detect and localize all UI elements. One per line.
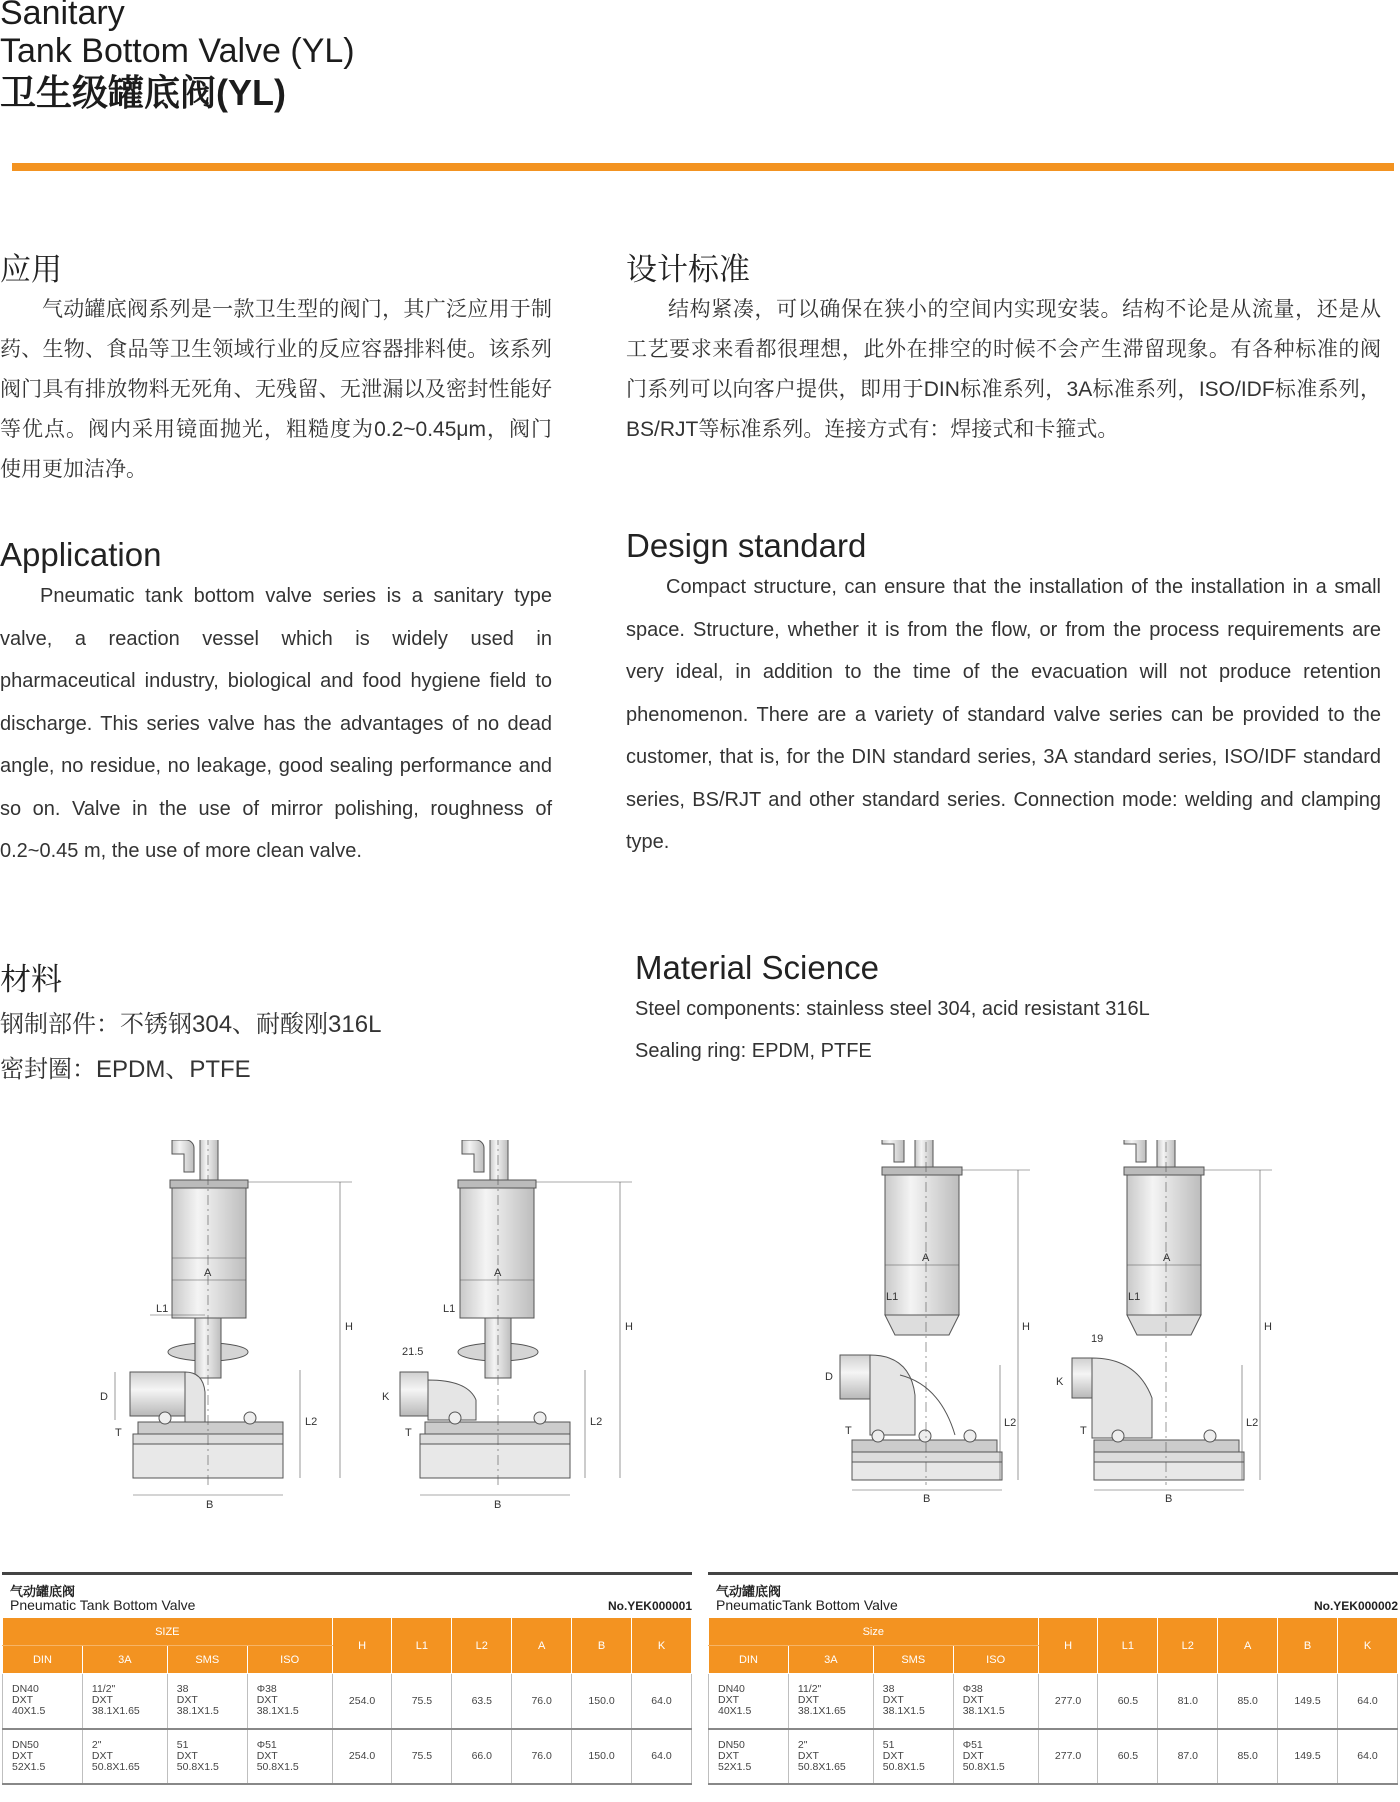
table-row: [3, 1674, 692, 1729]
cell-l1: 60.5: [1098, 1729, 1158, 1784]
title-line-2: Tank Bottom Valve (YL): [0, 32, 355, 70]
cell-l2: 63.5: [452, 1674, 512, 1729]
label-21-5: 21.5: [402, 1346, 424, 1358]
material-en-heading: Material Science: [635, 949, 879, 986]
table-title-cn: 气动罐底阀: [10, 1584, 76, 1599]
col-header-k: K: [632, 1618, 692, 1674]
label-l1-4: L1: [1128, 1291, 1141, 1303]
col-header-b: B: [572, 1618, 632, 1674]
cell-k: 64.0: [632, 1674, 692, 1729]
cell-3a: 2" DXT 50.8X1.65: [788, 1729, 873, 1784]
spec-table-1: [2, 1572, 692, 1785]
col-header-sms: SMS: [167, 1646, 247, 1674]
cell-din: DN50 DXT 52X1.5: [709, 1729, 789, 1784]
label-h-3: H: [1022, 1321, 1030, 1333]
label-t-4: T: [1080, 1425, 1087, 1437]
cell-3a: 11/2" DXT 38.1X1.65: [788, 1674, 873, 1729]
table-title-en: PneumaticTank Bottom Valve: [716, 1597, 898, 1613]
design-en-heading: Design standard: [626, 527, 867, 564]
cell-iso: Φ51 DXT 50.8X1.5: [247, 1729, 332, 1784]
cell-l2: 87.0: [1158, 1729, 1218, 1784]
technical-drawings: [0, 1140, 1400, 1520]
cell-b: 149.5: [1278, 1674, 1338, 1729]
table-title-cn: 气动罐底阀: [716, 1584, 782, 1599]
valve-drawing-1: [115, 1140, 352, 1495]
page-title-block: [0, 0, 600, 116]
spec-table-2: [708, 1572, 1398, 1785]
cell-h: 254.0: [332, 1729, 392, 1784]
label-b-4: B: [1165, 1493, 1173, 1505]
col-header-l2: L2: [1158, 1618, 1218, 1674]
label-t-3: T: [845, 1425, 852, 1437]
cell-b: 150.0: [572, 1674, 632, 1729]
cell-h: 277.0: [1038, 1729, 1098, 1784]
cell-3a: 2" DXT 50.8X1.65: [82, 1729, 167, 1784]
label-l2-1: L2: [305, 1416, 318, 1428]
cell-k: 64.0: [1338, 1729, 1398, 1784]
size-header: SIZE: [3, 1618, 333, 1646]
spec-table: [2, 1617, 692, 1785]
application-en-heading: Application: [0, 536, 162, 573]
cell-sms: 51 DXT 50.8X1.5: [167, 1729, 247, 1784]
label-b-2: B: [494, 1499, 502, 1511]
table-row: [709, 1729, 1398, 1784]
label-t-1: T: [115, 1427, 122, 1439]
label-k-4: K: [1056, 1376, 1064, 1388]
application-cn-heading: 应用: [0, 252, 62, 287]
label-t-2: T: [405, 1427, 412, 1439]
label-a-1: A: [204, 1267, 212, 1279]
label-a-2: A: [494, 1267, 502, 1279]
table-title-en: Pneumatic Tank Bottom Valve: [10, 1597, 196, 1613]
cell-sms: 38 DXT 38.1X1.5: [873, 1674, 953, 1729]
col-header-3a: 3A: [788, 1646, 873, 1674]
material-cn-heading: 材料: [0, 962, 62, 997]
table-row: [709, 1674, 1398, 1729]
cell-k: 64.0: [632, 1729, 692, 1784]
material-en-line-2: Sealing ring: EPDM, PTFE: [635, 1040, 872, 1062]
col-header-l2: L2: [452, 1618, 512, 1674]
application-cn-body: 气动罐底阀系列是一款卫生型的阀门，其广泛应用于制药、生物、食品等卫生领域行业的反应容器排料使。该系列阀门具有排放物料无死角、无残留、无泄漏以及密封性能好等优点。阀内采用镜面抛光，粗糙度为0.2~0.45μm，阀门使用更加洁净。: [0, 298, 552, 481]
table-header: [708, 1575, 1398, 1617]
label-a-4: A: [1163, 1252, 1171, 1264]
cell-k: 64.0: [1338, 1674, 1398, 1729]
cell-l1: 60.5: [1098, 1674, 1158, 1729]
cell-din: DN50 DXT 52X1.5: [3, 1729, 83, 1784]
col-header-din: DIN: [709, 1646, 789, 1674]
col-header-sms: SMS: [873, 1646, 953, 1674]
valve-drawing-2: [400, 1140, 632, 1495]
label-l2-2: L2: [590, 1416, 603, 1428]
design-cn-heading: 设计标准: [626, 252, 750, 287]
label-l1-1: L1: [156, 1303, 169, 1315]
cell-din: DN40 DXT 40X1.5: [709, 1674, 789, 1729]
col-header-iso: ISO: [953, 1646, 1038, 1674]
material-cn-section: [0, 960, 600, 1092]
cell-l1: 75.5: [392, 1674, 452, 1729]
label-d-1: D: [100, 1391, 108, 1403]
orange-divider: [12, 163, 1394, 171]
cell-h: 277.0: [1038, 1674, 1098, 1729]
size-header: Size: [709, 1618, 1039, 1646]
col-header-a: A: [1218, 1618, 1278, 1674]
cell-a: 76.0: [512, 1729, 572, 1784]
cell-l2: 66.0: [452, 1729, 512, 1784]
cell-a: 76.0: [512, 1674, 572, 1729]
table-number: No.YEK000002: [1313, 1599, 1398, 1613]
label-b-3: B: [923, 1493, 931, 1505]
title-line-1: Sanitary: [0, 0, 125, 32]
label-l2-4: L2: [1246, 1417, 1259, 1429]
label-h-1: H: [345, 1321, 353, 1333]
design-cn-body: 结构紧凑，可以确保在狭小的空间内实现安装。结构不论是从流量，还是从工艺要求来看都很理想，此外在排空的时候不会产生滞留现象。有各种标准的阀门系列可以向客户提供，即用于DIN标准系列，3A标准系列，ISO/IDF标准系列，BS/RJT等标准系列。连接方式有：焊接式和卡箍式。: [626, 298, 1381, 441]
col-header-l1: L1: [392, 1618, 452, 1674]
cell-h: 254.0: [332, 1674, 392, 1729]
label-l1-3: L1: [886, 1291, 899, 1303]
application-en-section: [0, 535, 552, 873]
cell-3a: 11/2" DXT 38.1X1.65: [82, 1674, 167, 1729]
design-en-body: Compact structure, can ensure that the installation of the installation in a small space. Structure, whether it is from the flow, or from the process requirements are very ideal, in addition to the time of the evacuation will not produce retention phenomenon. There are a variety of standard valve series can be provided to the customer, that is, for the DIN standard series, 3A standard series, ISO/IDF standard series, BS/RJT and other standard series. Connection mode: welding and clamping type.: [626, 576, 1381, 853]
col-header-h: H: [1038, 1618, 1098, 1674]
title-line-3-chinese: 卫生级罐底阀(YL): [0, 72, 286, 113]
valve-drawing-3: [840, 1140, 1030, 1490]
col-header-3a: 3A: [82, 1646, 167, 1674]
col-header-h: H: [332, 1618, 392, 1674]
spec-table: [708, 1617, 1398, 1785]
design-cn-section: [626, 250, 1381, 450]
cell-iso: Φ38 DXT 38.1X1.5: [953, 1674, 1038, 1729]
application-en-body: Pneumatic tank bottom valve series is a sanitary type valve, a reaction vessel which is widely used in pharmaceutical industry, biological and food hygiene field to discharge. This series valve has the advantages of no dead angle, no residue, no leakage, good sealing performance and so on. Valve in the use of mirror polishing, roughness of 0.2~0.45 m, the use of more clean valve.: [0, 585, 552, 862]
cell-l1: 75.5: [392, 1729, 452, 1784]
label-l1-2: L1: [443, 1303, 456, 1315]
col-header-b: B: [1278, 1618, 1338, 1674]
col-header-k: K: [1338, 1618, 1398, 1674]
material-cn-line-1: 钢制部件：不锈钢304、耐酸刚316L: [0, 1011, 382, 1038]
col-header-din: DIN: [3, 1646, 83, 1674]
label-d-3: D: [825, 1371, 833, 1383]
application-cn-section: [0, 250, 552, 490]
cell-sms: 38 DXT 38.1X1.5: [167, 1674, 247, 1729]
label-a-3: A: [922, 1252, 930, 1264]
cell-l2: 81.0: [1158, 1674, 1218, 1729]
table-number: No.YEK000001: [607, 1599, 692, 1613]
label-k-2: K: [382, 1391, 390, 1403]
col-header-iso: ISO: [247, 1646, 332, 1674]
label-h-4: H: [1264, 1321, 1272, 1333]
label-l2-3: L2: [1004, 1417, 1017, 1429]
design-en-section: [626, 526, 1381, 864]
cell-din: DN40 DXT 40X1.5: [3, 1674, 83, 1729]
cell-b: 150.0: [572, 1729, 632, 1784]
table-row: [3, 1729, 692, 1784]
table-header: [2, 1575, 692, 1617]
col-header-l1: L1: [1098, 1618, 1158, 1674]
material-en-line-1: Steel components: stainless steel 304, acid resistant 316L: [635, 998, 1150, 1020]
label-b-1: B: [206, 1499, 214, 1511]
valve-drawing-4: [1072, 1140, 1272, 1490]
material-cn-line-2: 密封圈：EPDM、PTFE: [0, 1056, 251, 1083]
cell-iso: Φ51 DXT 50.8X1.5: [953, 1729, 1038, 1784]
cell-a: 85.0: [1218, 1729, 1278, 1784]
label-19: 19: [1091, 1333, 1104, 1345]
col-header-a: A: [512, 1618, 572, 1674]
cell-sms: 51 DXT 50.8X1.5: [873, 1729, 953, 1784]
material-en-section: [635, 948, 1335, 1072]
cell-iso: Φ38 DXT 38.1X1.5: [247, 1674, 332, 1729]
cell-a: 85.0: [1218, 1674, 1278, 1729]
cell-b: 149.5: [1278, 1729, 1338, 1784]
label-h-2: H: [625, 1321, 633, 1333]
